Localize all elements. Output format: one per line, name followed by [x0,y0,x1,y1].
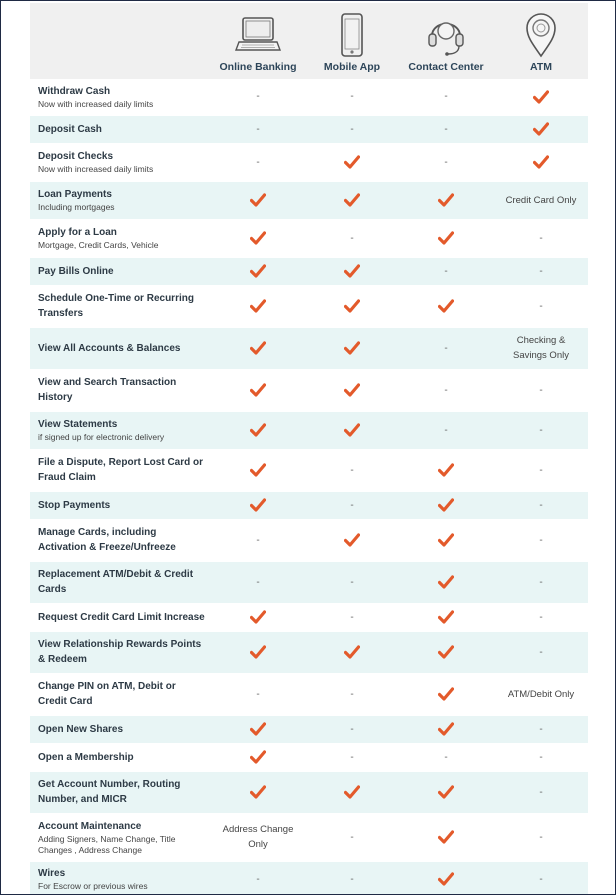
feature-name: Change PIN on ATM, Debit or Credit Card [38,681,176,707]
feature-row [30,219,588,257]
check-icon [438,785,454,799]
availability-cell-online-banking [210,561,306,603]
availability-cell-mobile-app [306,519,398,561]
availability-cell-contact-center [398,743,494,771]
availability-cell-online-banking [210,603,306,631]
check-icon [250,264,266,278]
feature-row [30,143,588,181]
check-icon [438,687,454,701]
availability-note: ATM/Debit Only [507,688,575,700]
feature-name: Loan Payments [38,189,112,200]
not-available-dash: - [256,123,260,135]
availability-cell-atm [494,219,588,257]
check-icon [344,533,360,547]
availability-cell-online-banking [210,411,306,449]
check-icon [250,341,266,355]
availability-cell-mobile-app [306,219,398,257]
not-available-dash: - [256,91,260,103]
check-icon [438,645,454,659]
availability-cell-contact-center [398,861,494,895]
not-available-dash: - [539,611,543,623]
feature-cell [30,79,210,115]
feature-name: Schedule One-Time or Recurring Transfers [38,293,194,319]
availability-cell-atm [494,285,588,327]
availability-cell-atm [494,115,588,143]
availability-cell-mobile-app [306,143,398,181]
feature-name: View Relationship Rewards Points & Redeem [38,639,202,665]
availability-cell-mobile-app [306,861,398,895]
not-available-dash: - [350,688,354,700]
check-icon [250,785,266,799]
not-available-dash: - [350,499,354,511]
feature-row [30,181,588,219]
availability-cell-atm [494,715,588,743]
feature-row [30,449,588,491]
feature-row [30,813,588,861]
availability-cell-atm [494,449,588,491]
check-icon [250,383,266,397]
availability-cell-online-banking [210,285,306,327]
availability-cell-online-banking [210,743,306,771]
check-icon [344,383,360,397]
feature-cell [30,285,210,327]
not-available-dash: - [539,646,543,658]
availability-cell-atm [494,631,588,673]
not-available-dash: - [350,723,354,735]
availability-cell-contact-center [398,603,494,631]
feature-row [30,771,588,813]
feature-cell [30,411,210,449]
not-available-dash: - [539,576,543,588]
not-available-dash: - [539,232,543,244]
feature-row [30,257,588,285]
check-icon [438,610,454,624]
availability-cell-atm [494,603,588,631]
feature-subtitle: Adding Signers, Name Change, Title Changes , Address Change [38,833,176,855]
feature-name: Replacement ATM/Debit & Credit Cards [38,569,194,595]
not-available-dash: - [350,123,354,135]
availability-cell-contact-center [398,519,494,561]
availability-cell-contact-center [398,561,494,603]
feature-cell [30,771,210,813]
availability-cell-mobile-app [306,257,398,285]
availability-cell-online-banking [210,257,306,285]
feature-cell [30,219,210,257]
not-available-dash: - [444,424,448,436]
availability-cell-mobile-app [306,327,398,369]
availability-cell-online-banking [210,449,306,491]
feature-name: Wires [38,868,66,879]
feature-rows [30,79,588,895]
check-icon [438,299,454,313]
feature-cell [30,143,210,181]
check-icon [438,575,454,589]
availability-cell-atm [494,369,588,411]
channel-label: Online Banking [219,61,297,73]
feature-cell [30,257,210,285]
feature-name: Withdraw Cash [38,85,111,97]
check-icon [250,299,266,313]
availability-cell-mobile-app [306,491,398,519]
feature-subtitle: Mortgage, Credit Cards, Vehicle [38,240,159,250]
service-channel-table [30,3,588,895]
availability-cell-mobile-app [306,181,398,219]
not-available-dash: - [539,751,543,763]
availability-cell-mobile-app [306,603,398,631]
feature-cell [30,813,210,861]
not-available-dash: - [539,265,543,277]
not-available-dash: - [256,873,260,885]
feature-name: Stop Payments [38,499,111,511]
feature-name: View All Accounts & Balances [38,342,181,354]
availability-cell-contact-center [398,327,494,369]
feature-name: View and Search Transaction History [38,377,177,403]
availability-cell-online-banking [210,143,306,181]
not-available-dash: - [539,300,543,312]
feature-row [30,603,588,631]
availability-cell-online-banking [210,79,306,115]
not-available-dash: - [350,91,354,103]
not-available-dash: - [539,499,543,511]
feature-row [30,369,588,411]
not-available-dash: - [539,831,543,843]
check-icon [344,264,360,278]
check-icon [250,231,266,245]
check-icon [438,193,454,207]
feature-row [30,673,588,715]
channel-header-atm [494,3,588,79]
check-icon [344,785,360,799]
not-available-dash: - [539,534,543,546]
availability-cell-contact-center [398,79,494,115]
feature-cell [30,519,210,561]
not-available-dash: - [256,156,260,168]
availability-cell-mobile-app [306,369,398,411]
availability-cell-mobile-app [306,115,398,143]
feature-name: Request Credit Card Limit Increase [38,611,205,623]
availability-cell-atm [494,673,588,715]
availability-cell-online-banking [210,813,306,861]
feature-cell [30,449,210,491]
check-icon [438,463,454,477]
not-available-dash: - [256,576,260,588]
availability-cell-online-banking [210,519,306,561]
availability-cell-contact-center [398,143,494,181]
availability-cell-online-banking [210,715,306,743]
feature-subtitle: Now with increased daily limits [38,164,154,174]
availability-cell-mobile-app [306,673,398,715]
feature-row [30,519,588,561]
not-available-dash: - [350,576,354,588]
feature-cell [30,561,210,603]
not-available-dash: - [444,342,448,354]
feature-row [30,631,588,673]
not-available-dash: - [444,156,448,168]
availability-cell-contact-center [398,771,494,813]
check-icon [438,498,454,512]
availability-cell-mobile-app [306,285,398,327]
check-icon [344,299,360,313]
not-available-dash: - [350,464,354,476]
availability-cell-atm [494,257,588,285]
not-available-dash: - [444,123,448,135]
check-icon [344,645,360,659]
availability-cell-atm [494,79,588,115]
availability-cell-contact-center [398,369,494,411]
feature-cell [30,491,210,519]
check-icon [533,122,549,136]
not-available-dash: - [444,91,448,103]
feature-cell [30,715,210,743]
feature-name: File a Dispute, Report Lost Card or Fraud Claim [38,457,204,483]
not-available-dash: - [539,464,543,476]
availability-cell-online-banking [210,491,306,519]
check-icon [438,830,454,844]
check-icon [250,193,266,207]
availability-cell-mobile-app [306,79,398,115]
availability-cell-online-banking [210,115,306,143]
availability-cell-contact-center [398,449,494,491]
feature-subtitle: For Escrow or previous wires [38,881,148,891]
feature-row [30,327,588,369]
not-available-dash: - [350,831,354,843]
feature-row [30,491,588,519]
feature-row [30,715,588,743]
feature-cell [30,369,210,411]
feature-cell [30,181,210,219]
not-available-dash: - [350,751,354,763]
availability-cell-atm [494,143,588,181]
check-icon [344,423,360,437]
availability-cell-mobile-app [306,715,398,743]
availability-cell-contact-center [398,285,494,327]
feature-cell [30,631,210,673]
availability-note: Checking & Savings Only [513,335,569,361]
not-available-dash: - [444,384,448,396]
availability-cell-atm [494,411,588,449]
availability-cell-atm [494,771,588,813]
availability-cell-mobile-app [306,631,398,673]
channel-header-row [30,3,588,79]
availability-cell-contact-center [398,715,494,743]
not-available-dash: - [444,751,448,763]
channel-header-mobile-app [306,3,398,79]
channel-label: Contact Center [408,61,484,73]
header-corner [30,3,210,79]
availability-cell-contact-center [398,673,494,715]
feature-row [30,285,588,327]
availability-note: Address Change Only [222,824,294,850]
availability-cell-online-banking [210,181,306,219]
availability-cell-atm [494,181,588,219]
not-available-dash: - [256,534,260,546]
availability-cell-online-banking [210,369,306,411]
check-icon [250,610,266,624]
availability-note: Credit Card Only [505,194,577,206]
feature-name: Get Account Number, Routing Number, and MICR [38,779,181,805]
check-icon [250,423,266,437]
availability-cell-mobile-app [306,743,398,771]
availability-cell-atm [494,813,588,861]
feature-cell [30,603,210,631]
not-available-dash: - [539,424,543,436]
availability-cell-atm [494,561,588,603]
availability-cell-contact-center [398,257,494,285]
availability-cell-contact-center [398,115,494,143]
availability-cell-atm [494,491,588,519]
smartphone-icon [337,12,367,58]
availability-cell-contact-center [398,813,494,861]
check-icon [344,341,360,355]
availability-cell-atm [494,519,588,561]
feature-row [30,743,588,771]
availability-cell-online-banking [210,861,306,895]
not-available-dash: - [539,384,543,396]
availability-cell-contact-center [398,411,494,449]
availability-cell-atm [494,743,588,771]
check-icon [438,872,454,886]
feature-cell [30,327,210,369]
channel-label: Mobile App [323,61,381,73]
not-available-dash: - [350,611,354,623]
feature-cell [30,115,210,143]
laptop-icon [234,14,282,58]
not-available-dash: - [539,723,543,735]
availability-cell-contact-center [398,491,494,519]
check-icon [250,750,266,764]
availability-cell-mobile-app [306,449,398,491]
availability-cell-online-banking [210,771,306,813]
availability-cell-atm [494,861,588,895]
feature-subtitle: Including mortgages [38,202,115,212]
check-icon [250,498,266,512]
channel-label: ATM [530,61,552,73]
availability-cell-mobile-app [306,411,398,449]
not-available-dash: - [444,265,448,277]
feature-name: Manage Cards, including Activation & Freeze/Unfreeze [38,527,176,553]
headset-icon [424,10,468,58]
feature-row [30,115,588,143]
availability-cell-online-banking [210,327,306,369]
availability-cell-contact-center [398,631,494,673]
not-available-dash: - [256,688,260,700]
availability-cell-contact-center [398,219,494,257]
feature-cell [30,743,210,771]
feature-name: Pay Bills Online [38,265,114,277]
not-available-dash: - [539,873,543,885]
feature-row [30,411,588,449]
availability-cell-mobile-app [306,771,398,813]
check-icon [438,722,454,736]
feature-name: View Statements [38,419,118,430]
check-icon [344,155,360,169]
check-icon [250,645,266,659]
availability-cell-mobile-app [306,813,398,861]
availability-cell-online-banking [210,673,306,715]
not-available-dash: - [350,873,354,885]
check-icon [250,722,266,736]
check-icon [344,193,360,207]
feature-row [30,861,588,895]
feature-cell [30,673,210,715]
feature-row [30,561,588,603]
feature-name: Apply for a Loan [38,227,117,238]
check-icon [438,533,454,547]
channel-header-contact-center [398,3,494,79]
feature-name: Account Maintenance [38,820,142,832]
not-available-dash: - [350,232,354,244]
atm-pin-icon [521,12,561,58]
availability-cell-online-banking [210,219,306,257]
feature-name: Deposit Cash [38,123,102,135]
channel-header-online-banking [210,3,306,79]
feature-row [30,79,588,115]
check-icon [438,231,454,245]
feature-name: Deposit Checks [38,151,114,162]
availability-cell-mobile-app [306,561,398,603]
feature-name: Open New Shares [38,723,124,735]
check-icon [533,90,549,104]
feature-cell [30,861,210,895]
feature-subtitle: if signed up for electronic delivery [38,432,165,442]
feature-name: Open a Membership [38,751,134,763]
check-icon [533,155,549,169]
feature-subtitle: Now with increased daily limits [38,98,154,109]
availability-cell-online-banking [210,631,306,673]
availability-cell-contact-center [398,181,494,219]
not-available-dash: - [539,786,543,798]
check-icon [250,463,266,477]
availability-cell-atm [494,327,588,369]
